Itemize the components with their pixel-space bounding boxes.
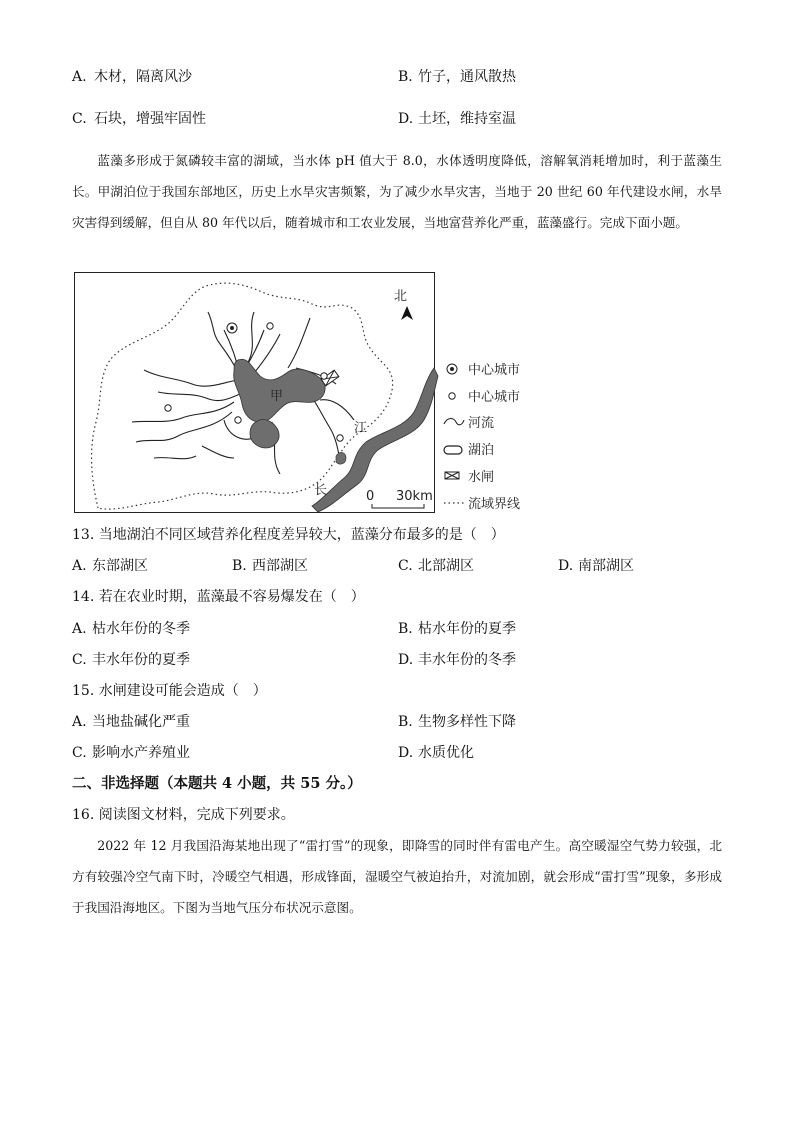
legend-sluice: 水闸 — [468, 470, 495, 485]
q14-option-d-letter: D. — [398, 652, 414, 668]
legend-center-city: 中心城市 — [468, 363, 521, 378]
river-label-jiang: 江 — [354, 421, 368, 436]
center-city-icon — [447, 364, 457, 374]
prev-option-c-text: 石块，增强牢固性 — [94, 111, 206, 127]
prev-option-d-letter: D. — [398, 111, 414, 127]
sluice-icon — [445, 472, 459, 479]
q14-option-b-text: 枯水年份的夏季 — [418, 621, 516, 637]
q13-option-b-letter: B. — [232, 558, 247, 574]
q15-option-d-letter: D. — [398, 745, 414, 761]
lake-jia-label: 甲 — [270, 389, 284, 404]
lake-icon — [444, 446, 462, 454]
q13-option-d-letter: D. — [558, 558, 574, 574]
q15-option-b-text: 生物多样性下降 — [418, 714, 516, 730]
q14-option-a-letter: A. — [72, 621, 87, 637]
scale-label: 30km — [396, 489, 433, 504]
prev-option-a-text: 木材，隔离风沙 — [94, 69, 192, 85]
q13-option-c-text: 北部湖区 — [418, 558, 474, 574]
river-icon — [444, 419, 464, 425]
section-2-heading: 二、非选择题（本题共 4 小题，共 55 分。） — [72, 775, 362, 792]
prev-option-d-text: 土坯，维持室温 — [418, 111, 516, 127]
city-icon — [449, 393, 455, 399]
prev-option-c-letter: C. — [72, 111, 87, 127]
q15-option-d-text: 水质优化 — [418, 745, 474, 761]
river-label-chang: 长 — [314, 483, 328, 498]
legend-river: 河流 — [468, 416, 495, 431]
q15-option-a-text: 当地盐碱化严重 — [92, 714, 190, 730]
q15-option-b-letter: B. — [398, 714, 413, 730]
q13-option-d-text: 南部湖区 — [578, 558, 634, 574]
q15-stem: 15. 水闸建设可能会造成（ ） — [72, 683, 267, 699]
q14-stem: 14. 若在农业时期，蓝藻最不容易爆发在（ ） — [72, 589, 365, 605]
q13-stem: 13. 当地湖泊不同区域营养化程度差异较大，蓝藻分布最多的是（ ） — [72, 527, 505, 543]
q14-option-a-text: 枯水年份的冬季 — [92, 621, 190, 637]
q15-option-a-letter: A. — [72, 714, 87, 730]
scale-zero: 0 — [366, 489, 375, 504]
legend-lake: 湖泊 — [468, 443, 495, 458]
q13-option-a-letter: A. — [72, 558, 87, 574]
q13-option-b-text: 西部湖区 — [252, 558, 308, 574]
q13-option-c-letter: C. — [398, 558, 413, 574]
legend-city: 中心城市 — [468, 390, 521, 405]
prev-option-a-letter: A. — [72, 69, 87, 85]
prev-option-b-text: 竹子，通风散热 — [418, 69, 516, 85]
q15-option-c-letter: C. — [72, 745, 87, 761]
q14-option-d-text: 丰水年份的冬季 — [418, 652, 516, 668]
q14-option-c-letter: C. — [72, 652, 87, 668]
prev-option-b-letter: B. — [398, 69, 413, 85]
q16-stem: 16. 阅读图文材料，完成下列要求。 — [72, 807, 295, 823]
north-label: 北 — [394, 289, 408, 304]
passage-blue-algae: 蓝藻多形成于氮磷较丰富的湖域，当水体 pH 值大于 8.0，水体透明度降低，溶解氧消耗增加时，利于蓝藻生长。甲湖泊位于我国东部地区，历史上水旱灾害频繁，为了减少水旱灾害，当地于 20 世纪 60 年代建设水闸，水旱灾害得到缓解，但自从 80 年代以后，随着城市和工农业发展，当地富营养化严重，蓝藻盛行。完成下面小题。 — [72, 153, 722, 230]
q13-option-a-text: 东部湖区 — [92, 558, 148, 574]
q14-option-b-letter: B. — [398, 621, 413, 637]
q16-passage: 2022 年 12 月我国沿海某地出现了“雷打雪”的现象，即降雪的同时伴有雷电产生。高空暖湿空气势力较强，北方有较强冷空气南下时，冷暖空气相遇，形成锋面，湿暖空气被迫抬升，对流加剧，就会形成“雷打雪”现象，多形成于我国沿海地区。下图为当地气压分布状况示意图。 — [72, 838, 722, 915]
q15-option-c-text: 影响水产养殖业 — [92, 745, 190, 761]
q14-option-c-text: 丰水年份的夏季 — [92, 652, 190, 668]
lake-basin-map — [74, 272, 530, 514]
legend-basin-boundary: 流域界线 — [468, 497, 521, 512]
map-legend — [444, 362, 520, 512]
